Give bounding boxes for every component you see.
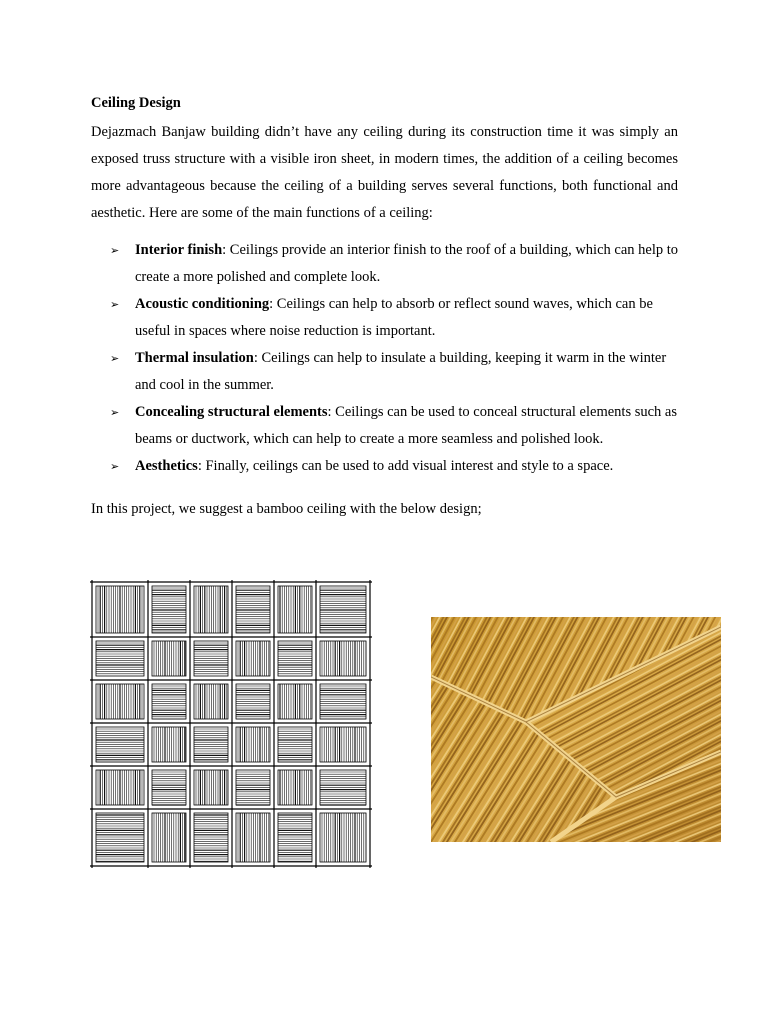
list-item bbox=[110, 399, 680, 453]
design-cell bbox=[194, 727, 228, 762]
arrow-bullet-icon: ➢ bbox=[110, 406, 120, 419]
list-item bbox=[110, 237, 680, 291]
design-cell bbox=[194, 770, 228, 805]
design-cell bbox=[278, 641, 312, 676]
function-description: : Ceilings can help to absorb or reflect sound waves, which can be useful in spaces where noise reduction is important. bbox=[135, 296, 653, 339]
arrow-bullet-icon: ➢ bbox=[110, 352, 120, 365]
design-cell bbox=[152, 770, 186, 805]
design-cell bbox=[152, 813, 186, 862]
design-cell bbox=[278, 586, 312, 633]
list-item bbox=[110, 345, 680, 399]
design-cell bbox=[96, 727, 144, 762]
function-term: Interior finish bbox=[135, 242, 223, 258]
design-cell bbox=[152, 684, 186, 719]
design-cell bbox=[320, 586, 366, 633]
function-description: : Ceilings can be used to conceal structural elements such as beams or ductwork, which can help to create a more seamless and polished look. bbox=[135, 404, 678, 447]
design-cell bbox=[152, 727, 186, 762]
design-cell bbox=[96, 586, 144, 633]
design-cell bbox=[236, 727, 270, 762]
design-cell bbox=[194, 684, 228, 719]
bamboo-ceiling-photo bbox=[431, 617, 721, 842]
design-cell bbox=[320, 770, 366, 805]
functions-list bbox=[110, 237, 680, 480]
design-cell bbox=[320, 641, 366, 676]
design-cell bbox=[96, 641, 144, 676]
list-item bbox=[110, 291, 680, 345]
design-cell bbox=[236, 813, 270, 862]
arrow-bullet-icon: ➢ bbox=[110, 460, 120, 473]
design-cell bbox=[278, 727, 312, 762]
design-cell bbox=[236, 641, 270, 676]
design-cell bbox=[278, 813, 312, 862]
design-cell bbox=[320, 813, 366, 862]
design-cell bbox=[320, 684, 366, 719]
arrow-bullet-icon: ➢ bbox=[110, 298, 120, 311]
section-heading: Ceiling Design bbox=[91, 95, 181, 111]
list-item bbox=[110, 453, 680, 480]
design-cell bbox=[152, 586, 186, 633]
function-term: Concealing structural elements bbox=[135, 404, 328, 420]
design-cell bbox=[96, 770, 144, 805]
function-description: : Ceilings can help to insulate a building, keeping it warm in the winter and cool in the summer. bbox=[135, 350, 667, 393]
function-term: Aesthetics bbox=[135, 458, 198, 474]
design-cell bbox=[194, 813, 228, 862]
design-cell bbox=[236, 770, 270, 805]
design-cell bbox=[236, 586, 270, 633]
design-cell bbox=[96, 684, 144, 719]
intro-paragraph: Dejazmach Banjaw building didn’t have any ceiling during its construction time it was simply an exposed truss structure with a visible iron sheet, in modern times, the addition of a ceiling becomes more advantageous because the ceiling of a building serves several functions, both functional and aesthetic. Here are some of the main functions of a ceiling: bbox=[91, 124, 678, 221]
bamboo-ceiling-design-drawing bbox=[90, 580, 372, 868]
design-cell bbox=[278, 770, 312, 805]
function-term: Acoustic conditioning bbox=[135, 296, 270, 312]
closing-paragraph: In this project, we suggest a bamboo ceiling with the below design; bbox=[91, 501, 482, 517]
design-cell bbox=[320, 727, 366, 762]
arrow-bullet-icon: ➢ bbox=[110, 244, 120, 257]
design-cell bbox=[152, 641, 186, 676]
design-cell bbox=[194, 641, 228, 676]
function-description: : Ceilings provide an interior finish to the roof of a building, which can help to create a more polished and complete look. bbox=[135, 242, 679, 285]
design-cell bbox=[278, 684, 312, 719]
function-description: : Finally, ceilings can be used to add visual interest and style to a space. bbox=[197, 458, 614, 474]
design-cell bbox=[194, 586, 228, 633]
design-cell bbox=[236, 684, 270, 719]
function-term: Thermal insulation bbox=[135, 350, 254, 366]
design-cell bbox=[96, 813, 144, 862]
